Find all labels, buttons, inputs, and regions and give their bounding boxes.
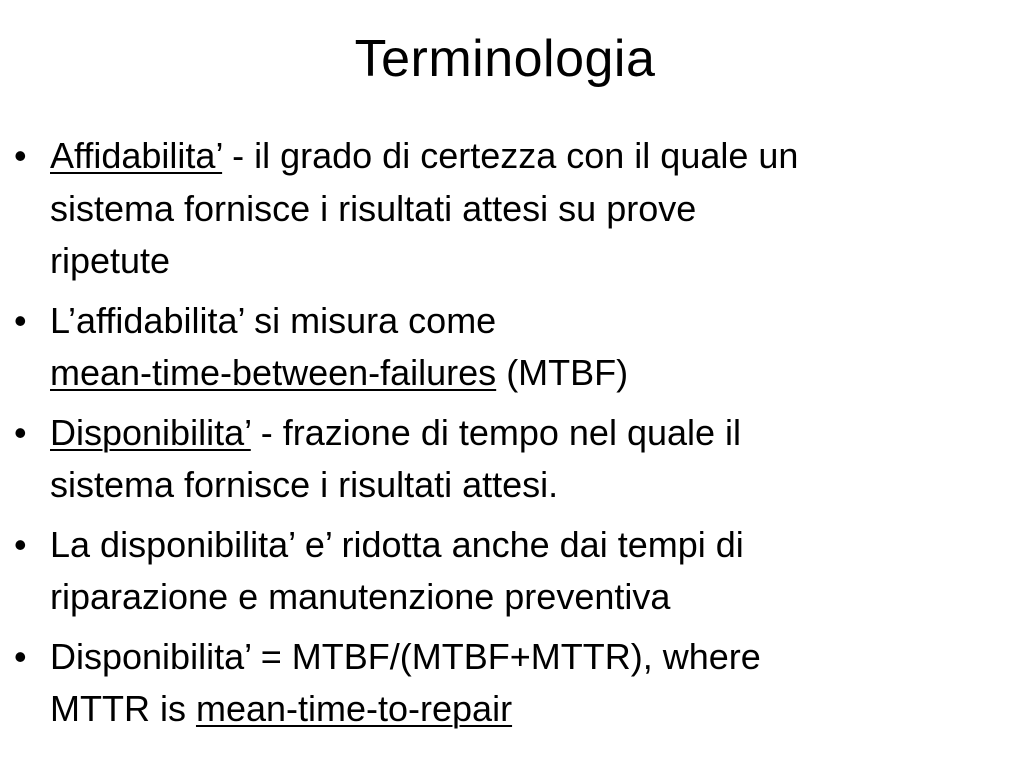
bullet-text: - frazione di tempo nel quale il [250, 411, 742, 453]
bullet-text: - il grado di certezza con il quale un [222, 135, 799, 176]
bullet-marker: • [14, 299, 27, 341]
bullet-line: riparazione e manutenzione preventiva [50, 576, 671, 617]
bullet-list [0, 130, 1024, 743]
bullet-line: ripetute [50, 240, 171, 281]
bullet-line: La disponibilita’ e’ ridotta anche dai tempi di [50, 523, 744, 565]
bullet-mtbf [0, 295, 1024, 400]
bullet-disponibilita-definition [0, 407, 1024, 512]
bullet-line [50, 130, 1016, 183]
bullet-line [50, 347, 1016, 400]
bullet-text: MTTR is [50, 688, 196, 729]
bullet-disponibilita-formula [0, 631, 1024, 736]
term-disponibilita: Disponibilita’ [50, 411, 251, 453]
bullet-text: (MTBF) [496, 352, 629, 393]
bullet-line: sistema fornisce i risultati attesi. [50, 464, 559, 505]
bullet-marker: • [14, 411, 27, 453]
bullet-line: L’affidabilita’ si misura come [50, 299, 497, 341]
bullet-affidabilita-definition [0, 130, 1024, 288]
bullet-line: sistema fornisce i risultati attesi su prove [50, 187, 697, 229]
bullet-marker: • [14, 635, 27, 677]
term-mean-time-between-failures: mean-time-between-failures [50, 352, 497, 393]
bullet-disponibilita-reduction [0, 519, 1024, 624]
bullet-line [50, 683, 1016, 736]
term-affidabilita: Affidabilita’ [50, 135, 223, 176]
bullet-line: Disponibilita’ = MTBF/(MTBF+MTTR), where [50, 635, 761, 677]
bullet-marker: • [14, 135, 27, 176]
bullet-line [50, 407, 1016, 460]
bullet-marker: • [14, 523, 27, 565]
slide-title: Terminologia [354, 30, 656, 88]
term-mean-time-to-repair: mean-time-to-repair [195, 688, 513, 729]
